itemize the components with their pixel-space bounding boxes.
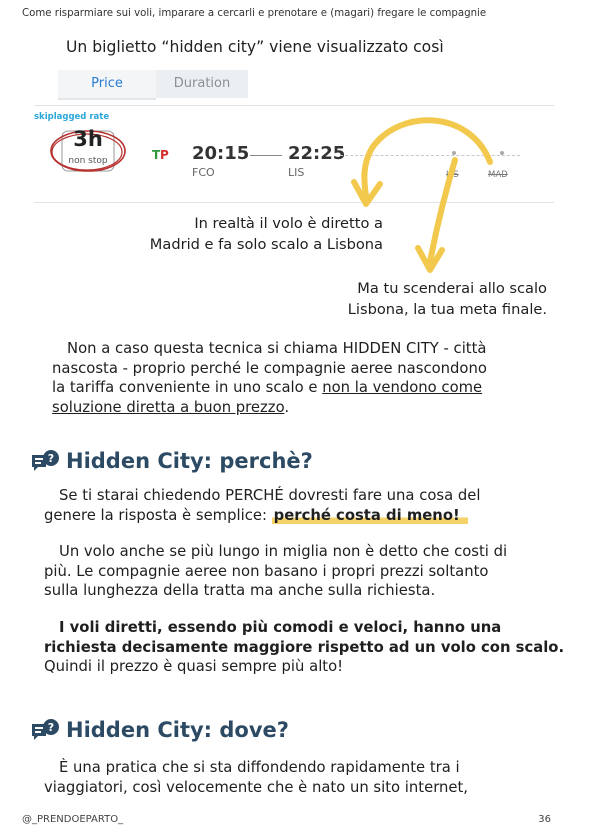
section-heading-why: [30, 449, 313, 475]
duration-value: 3h: [73, 127, 103, 151]
section-heading-where: [30, 718, 289, 744]
paragraph-line: Se ti starai chiedendo PERCHÉ dovresti fare una cosa del: [59, 487, 481, 504]
svg-text:T: T: [152, 148, 161, 161]
paragraph-where: [44, 758, 468, 797]
paragraph-line: più. Le compagnie aeree non basano i propri prezzi soltanto: [44, 562, 489, 580]
departure-airport: FCO: [192, 166, 215, 179]
arrival-time: 22:25: [288, 143, 346, 164]
text-run: .: [284, 398, 290, 416]
annotation-note-destination: [150, 213, 383, 255]
tab-duration: Duration: [156, 70, 248, 98]
svg-text:P: P: [160, 148, 169, 161]
paragraph-line: [52, 378, 487, 398]
page-number: 36: [538, 814, 551, 825]
duration-subtitle: non stop: [68, 156, 108, 166]
highlighted-text: perché costa di meno!: [272, 507, 468, 524]
paragraph-line: Un volo anche se più lungo in miglia non è detto che costi di: [59, 543, 508, 560]
note-line: In realtà il volo è diretto a: [194, 215, 383, 232]
svg-text:?: ?: [47, 721, 55, 734]
text-run: genere la risposta è semplice:: [44, 506, 272, 524]
paragraph-price-basis: [44, 542, 507, 601]
svg-text:?: ?: [47, 452, 55, 465]
underlined-text: soluzione diretta a buon prezzo: [52, 398, 285, 416]
running-header: Come risparmiare sui voli, imparare a cercarli e prenotare e (magari) fregare le compagnie: [22, 8, 487, 19]
paragraph-line-bold: richiesta decisamente maggiore rispetto ad un volo con scalo.: [44, 638, 565, 656]
section-title: Hidden City: dove?: [66, 718, 289, 742]
footer-handle: @_PRENDOEPARTO_: [22, 814, 124, 825]
paragraph-line: [52, 398, 487, 418]
paragraph-why: [44, 486, 480, 525]
paragraph-direct-flights: [44, 618, 564, 677]
paragraph-line: È una pratica che si sta diffondendo rapidamente tra i: [59, 759, 460, 776]
underlined-text: non la vendono come: [322, 379, 483, 396]
arrival-airport: LIS: [288, 166, 305, 179]
paragraph-line: sulla lunghezza della tratta ma anche sulla richiesta.: [44, 582, 436, 599]
note-line: Lisbona, la tua meta finale.: [347, 301, 547, 318]
note-line: Madrid e fa solo scalo a Lisbona: [149, 236, 383, 253]
speech-bubble-question-icon: [30, 449, 60, 475]
note-line: Ma tu scenderai allo scalo: [357, 280, 547, 297]
paragraph-line-bold: I voli diretti, essendo più comodi e veloci, hanno una: [59, 619, 502, 636]
paragraph-hidden-city: [52, 339, 487, 417]
annotation-note-stopover: [348, 278, 547, 320]
paragraph-line: [44, 506, 480, 526]
tab-price: Price: [58, 70, 156, 100]
paragraph-line: Non a caso questa tecnica si chiama HIDDEN CITY - città: [67, 340, 487, 357]
stop-code-mad: MAD: [488, 170, 508, 180]
paragraph-line: viaggiatori, così velocemente che è nato un sito internet,: [44, 778, 469, 796]
paragraph-line: Quindi il prezzo è quasi sempre più alto!: [44, 658, 344, 675]
text-run: la tariffa conveniente in uno scalo e: [52, 379, 323, 396]
rate-label: skiplagged rate: [34, 112, 110, 122]
speech-bubble-question-icon: [30, 718, 60, 744]
annotation-arrows: [0, 0, 591, 320]
stop-code-lis: LIS: [446, 170, 459, 180]
paragraph-line: nascosta - proprio perché le compagnie aeree nascondono: [52, 359, 487, 377]
departure-time: 20:15: [192, 143, 250, 164]
section-title: Hidden City: perchè?: [66, 449, 313, 473]
intro-text: Un biglietto “hidden city” viene visualizzato così: [66, 38, 444, 56]
